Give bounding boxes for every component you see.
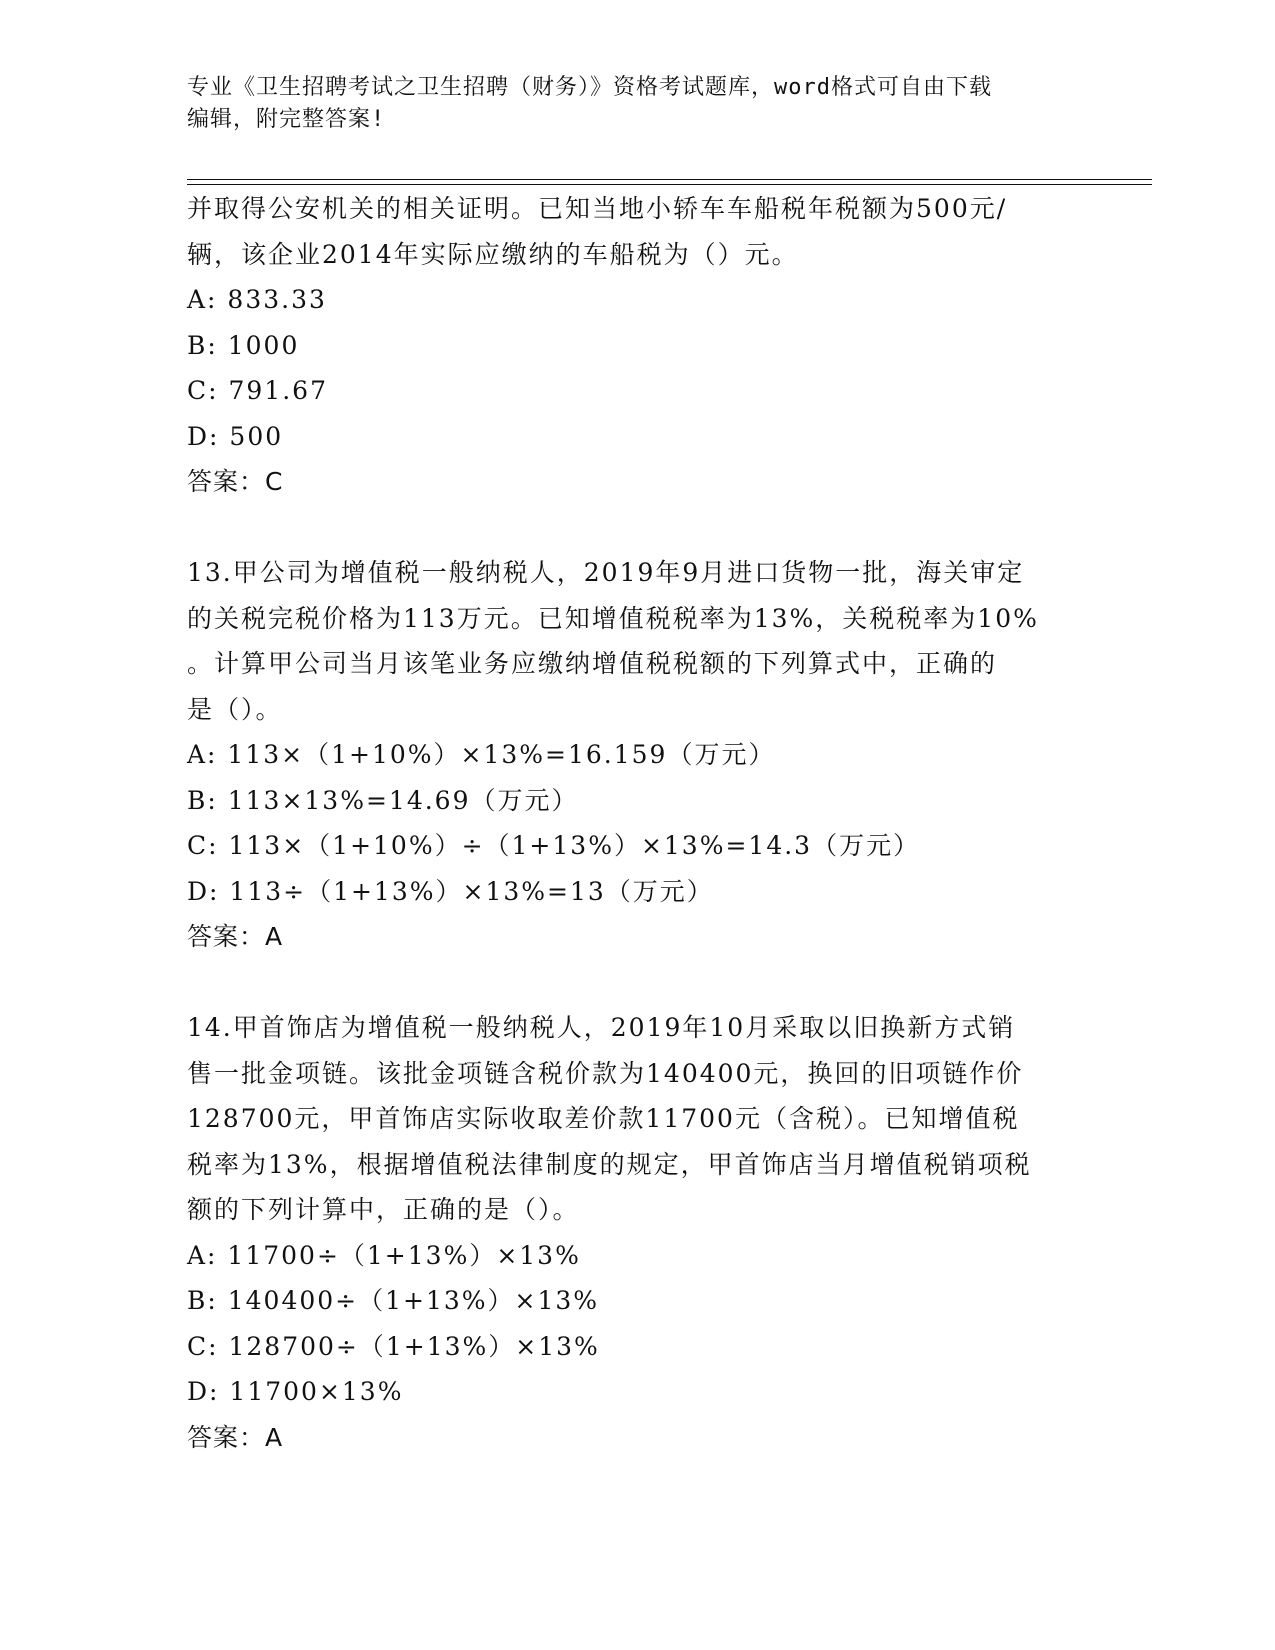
header-rule-top: [187, 179, 1152, 180]
question-text-line: 14.甲首饰店为增值税一般纳税人，2019年10月采取以旧换新方式销: [187, 1013, 1016, 1042]
option-a: A: 11700÷（1+13%）×13%: [187, 1240, 581, 1270]
option-a: A: 833.33: [187, 285, 327, 314]
question-text-line: 13.甲公司为增值税一般纳税人，2019年9月进口货物一批，海关审定: [187, 558, 1025, 587]
spacer: [187, 960, 1087, 1006]
document-body: [187, 186, 1087, 1460]
option-d: D: 113÷（1+13%）×13%=13（万元）: [187, 876, 714, 906]
question-text-line: 是（）。: [187, 694, 283, 724]
question-text-line: 的关税完税价格为113万元。已知增值税税率为13%，关税税率为10%: [187, 603, 1039, 633]
question-text-line: 辆，该企业2014年实际应缴纳的车船税为（）元。: [187, 239, 799, 269]
option-b: B: 140400÷（1+13%）×13%: [187, 1286, 600, 1315]
option-d: D: 11700×13%: [187, 1377, 404, 1406]
question-text-line: 售一批金项链。该批金项链含税价款为140400元，换回的旧项链作价: [187, 1058, 1024, 1088]
spacer: [187, 505, 1087, 551]
header-line-1: 专业《卫生招聘考试之卫生招聘（财务）》资格考试题库，word格式可自由下载: [187, 75, 992, 100]
option-c: C: 128700÷（1+13%）×13%: [187, 1331, 600, 1361]
option-b: B: 1000: [187, 330, 300, 360]
answer-line: 答案：A: [187, 922, 284, 951]
header-rule-bottom: [187, 184, 1152, 185]
question-13: [187, 550, 1087, 960]
document-header: [187, 72, 1087, 136]
question-text-line: 税率为13%，根据增值税法律制度的规定，甲首饰店当月增值税销项税: [187, 1149, 1032, 1179]
question-text-line: 额的下列计算中，正确的是（）。: [187, 1195, 580, 1224]
header-line-2: 编辑，附完整答案!: [187, 107, 386, 132]
option-b: B: 113×13%=14.69（万元）: [187, 785, 579, 815]
question-14: [187, 1005, 1087, 1460]
question-text-line: 128700元，甲首饰店实际收取差价款11700元（含税）。已知增值税: [187, 1104, 1020, 1133]
option-a: A: 113×（1+10%）×13%=16.159（万元）: [187, 740, 776, 769]
answer-line: 答案：C: [187, 467, 284, 496]
question-text-line: 。计算甲公司当月该笔业务应缴纳增值税税额的下列算式中，正确的: [187, 649, 998, 678]
question-12: [187, 186, 1087, 505]
option-d: D: 500: [187, 421, 284, 451]
option-c: C: 113×（1+10%）÷（1+13%）×13%=14.3（万元）: [187, 831, 921, 860]
option-c: C: 791.67: [187, 376, 328, 405]
question-text-line: 并取得公安机关的相关证明。已知当地小轿车车船税年税额为500元/: [187, 194, 1008, 223]
answer-line: 答案：A: [187, 1422, 284, 1452]
